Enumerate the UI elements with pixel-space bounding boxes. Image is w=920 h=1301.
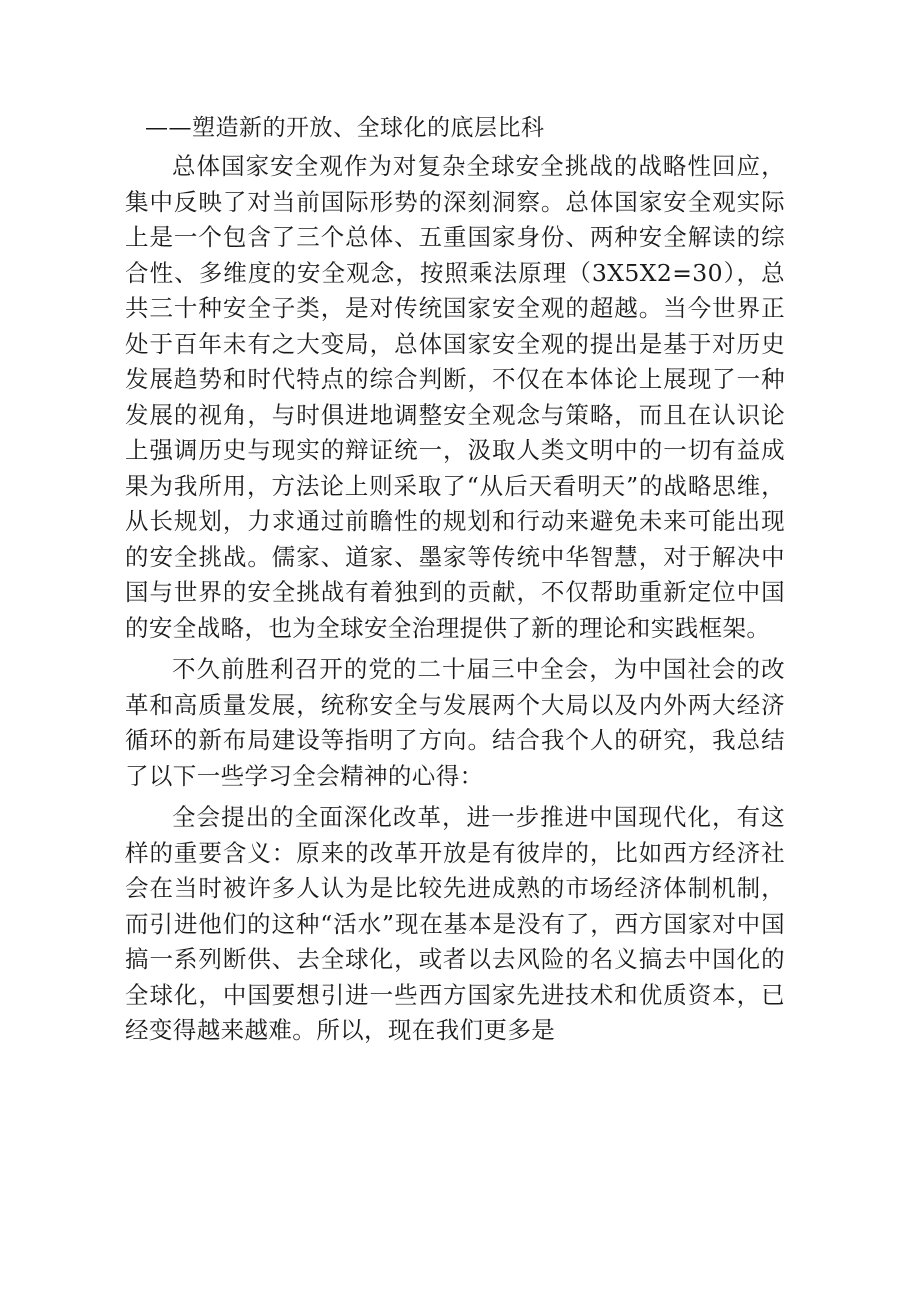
paragraph-third-plenum: 不久前胜利召开的党的二十届三中全会，为中国社会的改革和高质量发展，统称安全与发展两个大局以及内外两大经济循环的新布局建设等指明了方向。结合我个人的研究，我总结了以下一些学习全会精神的心得： xyxy=(125,655,785,790)
paragraph-deepening-reform: 全会提出的全面深化改革，进一步推进中国现代化，有这样的重要含义：原来的改革开放是有彼岸的，比如西方经济社会在当时被许多人认为是比较先进成熟的市场经济体制机制，而引进他们的这种“活水”现在基本是没有了，西方国家对中国搞一系列断供、去全球化，或者以去风险的名义搞去中国化的全球化，中国要想引进一些西方国家先进技术和优质资本，已经变得越来越难。所以，现在我们更多是 xyxy=(125,803,785,1044)
paragraph-security-concept: 总体国家安全观作为对复杂全球安全挑战的战略性回应，集中反映了对当前国际形势的深刻洞察。总体国家安全观实际上是一个包含了三个总体、五重国家身份、两种安全解读的综合性、多维度的安全观念，按照乘法原理（3X5X2=30），总共三十种安全子类，是对传统国家安全观的超越。当今世界正处于百年未有之大变局，总体国家安全观的提出是基于对历史发展趋势和时代特点的综合判断，不仅在本体论上展现了一种发展的视角，与时俱进地调整安全观念与策略，而且在认识论上强调历史与现实的辩证统一，汲取人类文明中的一切有益成果为我所用，方法论上则采取了“从后天看明天”的战略思维，从长规划，力求通过前瞻性的规划和行动来避免未来可能出现的安全挑战。儒家、道家、墨家等传统中华智慧，对于解决中国与世界的安全挑战有着独到的贡献，不仅帮助重新定位中国的安全战略，也为全球安全治理提供了新的理论和实践框架。 xyxy=(125,152,785,642)
document-subtitle: ——塑造新的开放、全球化的底层比科 xyxy=(145,115,545,141)
document-body xyxy=(125,112,785,1049)
